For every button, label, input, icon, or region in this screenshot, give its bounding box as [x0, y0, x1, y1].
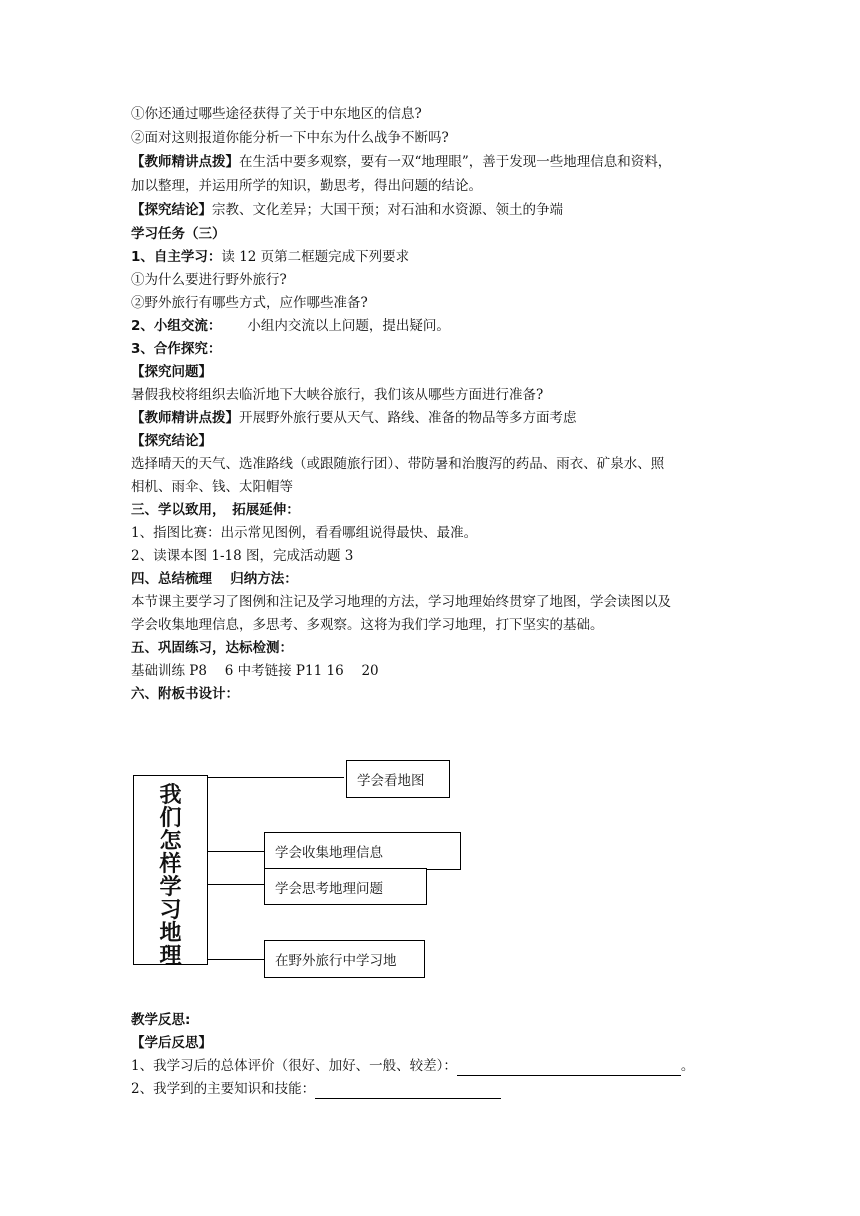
- reflection-question: [131, 1079, 501, 1099]
- text: 在生活中要多观察，要有一双“地理眼”，善于发现一些地理信息和资料，: [239, 154, 672, 170]
- text: 小组内交流以上问题，提出疑问。: [247, 318, 450, 334]
- diagram-box: 学会看地图: [346, 760, 450, 798]
- text-line: 选择晴天的天气、选准路线（或跟随旅行团）、带防暑和治腹泻的药品、雨衣、矿泉水、照: [131, 456, 665, 472]
- diagram-title: [133, 775, 208, 969]
- section-heading: 三、学以致用， 拓展延伸：: [131, 502, 300, 518]
- diagram-box: 在野外旅行中学习地: [264, 940, 425, 978]
- question-line: ②野外旅行有哪些方式，应作哪些准备?: [131, 295, 368, 311]
- title-char: 学: [159, 875, 182, 900]
- label: 1、自主学习：: [131, 249, 222, 265]
- text-line: 2、读课本图 1-18 图，完成活动题 3: [131, 548, 354, 564]
- reflection-heading: 教学反思:: [131, 1012, 191, 1028]
- text: 开展野外旅行要从天气、路线、准备的物品等多方面考虑: [239, 410, 577, 426]
- label: 【教师精讲点拨】: [131, 410, 239, 426]
- question-line: ①为什么要进行野外旅行?: [131, 272, 287, 288]
- label: 【教师精讲点拨】: [131, 154, 239, 170]
- label-line: 【探究结论】: [131, 433, 212, 449]
- title-char: 们: [159, 806, 182, 831]
- label: 【探究结论】: [131, 202, 212, 218]
- text-line: 1、指图比赛：出示常见图例，看看哪组说得最快、最准。: [131, 525, 478, 541]
- label: 2、小组交流：: [131, 318, 222, 334]
- text: 宗教、文化差异；大国干预；对石油和水资源、领土的争端: [212, 202, 563, 218]
- section-heading: 六、附板书设计：: [131, 686, 239, 702]
- connector-line: [208, 959, 264, 960]
- answer-blank[interactable]: [457, 1059, 681, 1076]
- text-line: 加以整理，并运用所学的知识，勤思考，得出问题的结论。: [131, 178, 482, 194]
- question-text: 1、我学习后的总体评价（很好、加好、一般、较差）：: [131, 1058, 457, 1074]
- title-char: 地: [159, 921, 182, 946]
- title-char: 理: [159, 944, 182, 969]
- text-line: 相机、雨伞、钱、太阳帽等: [131, 479, 293, 495]
- connector-line: [208, 851, 264, 852]
- text-line: 暑假我校将组织去临沂地下大峡谷旅行，我们该从哪些方面进行准备?: [131, 387, 544, 403]
- reflection-subheading: 【学后反思】: [131, 1035, 212, 1051]
- connector-line: [208, 777, 344, 778]
- text: 读 12 页第二框题完成下列要求: [221, 249, 410, 265]
- period: 。: [680, 1058, 695, 1074]
- title-char: 我: [159, 783, 182, 808]
- label-line: 【探究问题】: [131, 364, 212, 380]
- reflection-question: [131, 1056, 694, 1076]
- question-text: 2、我学到的主要知识和技能：: [131, 1081, 316, 1097]
- section-heading: 学习任务（三）: [131, 226, 226, 242]
- answer-blank[interactable]: [315, 1082, 501, 1099]
- question-line: ②面对这则报道你能分析一下中东为什么战争不断吗?: [131, 130, 449, 146]
- text-line: 本节课主要学习了图例和注记及学习地理的方法，学习地理始终贯穿了地图，学会读图以及: [131, 594, 671, 610]
- diagram-box: 学会思考地理问题: [264, 868, 427, 905]
- task-heading: 3、合作探究：: [131, 341, 222, 357]
- text-line: 学会收集地理信息，多思考、多观察。这将为我们学习地理，打下坚实的基础。: [131, 617, 604, 633]
- title-char: 习: [159, 898, 182, 923]
- title-char: 样: [159, 852, 182, 877]
- text-line: 基础训练 P8 6 中考链接 P11 16 20: [131, 663, 379, 679]
- section-heading: 四、总结梳理 归纳方法：: [131, 571, 298, 587]
- question-line: ①你还通过哪些途径获得了关于中东地区的信息?: [131, 106, 422, 122]
- title-char: 怎: [159, 829, 182, 854]
- connector-line: [208, 884, 264, 885]
- section-heading: 五、巩固练习，达标检测：: [131, 640, 293, 656]
- diagram-box: 学会收集地理信息: [264, 832, 461, 870]
